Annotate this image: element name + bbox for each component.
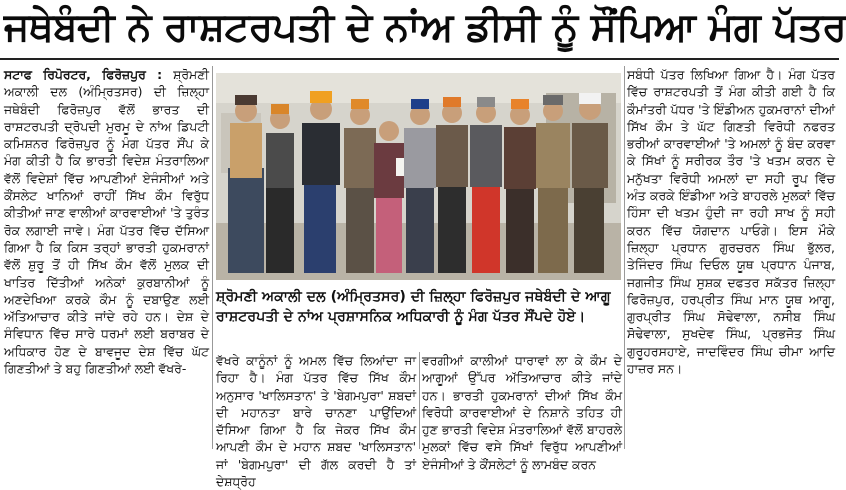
photo-caption: ਸ਼੍ਰੋਮਣੀ ਅਕਾਲੀ ਦਲ (ਅੰਮ੍ਰਿਤਸਰ) ਦੀ ਜ਼ਿਲ੍ਹਾ ਫਿਰੋਜ਼ਪੁਰ ਜਥੇਬੰਦੀ ਦੇ ਆਗੂ ਰਾਸ਼ਟਰਪਤੀ ਦੇ ਨਾਂਅ ਪ੍ਰਸ਼ਾਸਨਿਕ ਅਧਿਕਾਰੀ ਨੂੰ ਮੰਗ ਪੱਤਰ ਸੌਂਪਦੇ ਹੋਏ।: [216, 289, 611, 325]
group-photo-illustration: [216, 73, 621, 280]
article-text: ਵੱਖਰੇ ਕਾਨੂੰਨਾਂ ਨੂੰ ਅਮਲ ਵਿੱਚ ਲਿਆਂਦਾ ਜਾ ਰਿਹਾ ਹੈ। ਮੰਗ ਪੱਤਰ ਵਿੱਚ ਸਿੱਖ ਕੌਮ ਅਨੁਸਾਰ 'ਖਾਲਿਸਤਾਨ' ਤੇ 'ਬੇਗਮਪੁਰਾ' ਸ਼ਬਦਾਂ ਦੀ ਮਹਾਨਤਾ ਬਾਰੇ ਚਾਨਣਾ ਪਾਉਂਦਿਆਂ ਦੱਸਿਆ ਗਿਆ ਹੈ ਕਿ ਜੇਕਰ ਸਿੱਖ ਕੌਮ ਆਪਣੀ ਕੌਮ ਦੇ ਮਹਾਨ ਸ਼ਬਦ 'ਖਾਲਿਸਤਾਨ' ਜਾਂ 'ਬੇਗਮਪੁਰਾ' ਦੀ ਗੱਲ ਕਰਦੀ ਹੈ ਤਾਂ ਦੇਸ਼ਧ੍ਰੋਹ: [216, 353, 416, 490]
article-text: ਸਬੰਧੀ ਪੱਤਰ ਲਿਖਿਆ ਗਿਆ ਹੈ। ਮੰਗ ਪੱਤਰ ਵਿੱਚ ਰਾਸ਼ਟਰਪਤੀ ਤੋਂ ਮੰਗ ਕੀਤੀ ਗਈ ਹੈ ਕਿ ਕੌਮਾਂਤਰੀ ਪੱਧਰ 'ਤੇ ਇੰਡੀਅਨ ਹੁਕਮਰਾਨਾਂ ਦੀਆਂ ਸਿੱਖ ਕੌਮ ਤੇ ਘੱਟ ਗਿਣਤੀ ਵਿਰੋਧੀ ਨਫਰਤ ਭਰੀਆਂ ਕਾਰਵਾਈਆਂ 'ਤੇ ਅਮਲਾਂ ਨੂੰ ਬੰਦ ਕਰਵਾ ਕੇ ਸਿੱਖਾਂ ਨੂੰ ਸਰੀਰਕ ਤੌਰ 'ਤੇ ਖਤਮ ਕਰਨ ਦੇ ਮਨੁੱਖਤਾ ਵਿਰੋਧੀ ਅਮਲਾਂ ਦਾ ਸਹੀ ਰੂਪ ਵਿੱਚ ਅੰਤ ਕਰਕੇ ਇੰਡੀਆ ਅਤੇ ਬਾਹਰਲੇ ਮੁਲਕਾਂ ਵਿੱਚ ਹਿੰਸਾ ਦੀ ਖਤਮ ਹੁੰਦੀ ਜਾ ਰਹੀ ਸਾਖ ਨੂੰ ਸਹੀ ਕਰਨ ਵਿੱਚ ਯੋਗਦਾਨ ਪਾਓਗੇ। ਇਸ ਮੌਕੇ ਜ਼ਿਲ੍ਹਾ ਪ੍ਰਧਾਨ ਗੁਰਚਰਨ ਸਿੰਘ ਭੁੱਲਰ, ਤੇਜਿੰਦਰ ਸਿੰਘ ਦਿਓਲ ਯੂਥ ਪ੍ਰਧਾਨ ਪੰਜਾਬ, ਜਗਜੀਤ ਸਿੰਘ ਸੁਸ਼ਕ ਦਫਤਰ ਸਕੱਤਰ ਜ਼ਿਲ੍ਹਾ ਫਿਰੋਜ਼ਪੁਰ, ਹਰਪ੍ਰੀਤ ਸਿੰਘ ਮਾਨ ਯੂਥ ਆਗੂ, ਗੁਰਪ੍ਰੀਤ ਸਿੰਘ ਸੋਢੇਵਾਲਾ, ਨਸੀਬ ਸਿੰਘ ਸੋਢੇਵਾਲਾ, ਸੁਖਦੇਵ ਸਿੰਘ, ਪ੍ਰਭਜੋਤ ਸਿੰਘ ਗੁਰੂਹਰਸਹਾਏ, ਜਾਦਵਿੰਦਰ ਸਿੰਘ ਚੀਮਾ ਆਦਿ ਹਾਜ਼ਰ ਸਨ।: [627, 67, 835, 377]
article-text: ਸ਼੍ਰੋਮਣੀ ਅਕਾਲੀ ਦਲ (ਅੰਮ੍ਰਿਤਸਰ) ਦੀ ਜ਼ਿਲ੍ਹਾ ਜਥੇਬੰਦੀ ਫਿਰੋਜ਼ਪੁਰ ਵੱਲੋਂ ਭਾਰਤ ਦੀ ਰਾਸ਼ਟਰਪਤੀ ਦ੍ਰੋਪਦੀ ਮੁਰਮੂ ਦੇ ਨਾਂਅ ਡਿਪਟੀ ਕਮਿਸ਼ਨਰ ਫਿਰੋਜ਼ਪੁਰ ਨੂੰ ਮੰਗ ਪੱਤਰ ਸੌਂਪ ਕੇ ਮੰਗ ਕੀਤੀ ਹੈ ਕਿ ਭਾਰਤੀ ਵਿਦੇਸ਼ ਮੰਤਰਾਲਿਆ ਵੱਲੋਂ ਵਿਦੇਸ਼ਾਂ ਵਿੱਚ ਆਪਣੀਆਂ ਏਜੰਸੀਆਂ ਅਤੇ ਕੌਂਸਲੇਟ ਖਾਨਿਆਂ ਰਾਹੀਂ ਸਿੱਖ ਕੌਮ ਵਿਰੁੱਧ ਕੀਤੀਆਂ ਜਾਣ ਵਾਲੀਆਂ ਕਾਰਵਾਈਆਂ 'ਤੇ ਤੁਰੰਤ ਰੋਕ ਲਗਾਈ ਜਾਵੇ। ਮੰਗ ਪੱਤਰ ਵਿੱਚ ਦੱਸਿਆ ਗਿਆ ਹੈ ਕਿ ਕਿਸ ਤਰ੍ਹਾਂ ਭਾਰਤੀ ਹੁਕਮਰਾਨਾਂ ਵੱਲੋਂ ਸ਼ੁਰੂ ਤੋਂ ਹੀ ਸਿੱਖ ਕੌਮ ਵੱਲੋਂ ਮੁਲਕ ਦੀ ਖਾਤਿਰ ਦਿੱਤੀਆਂ ਅਨੇਕਾਂ ਕੁਰਬਾਨੀਆਂ ਨੂੰ ਅਣਦੇਖਿਆ ਕਰਕੇ ਕੌਮ ਨੂੰ ਦਬਾਉਣ ਲਈ ਅੱਤਿਆਚਾਰ ਕੀਤੇ ਜਾਂਦੇ ਰਹੇ ਹਨ। ਦੇਸ਼ ਦੇ ਸੰਵਿਧਾਨ ਵਿੱਚ ਸਾਰੇ ਧਰਮਾਂ ਲਈ ਬਰਾਬਰ ਦੇ ਅਧਿਕਾਰ ਹੋਣ ਦੇ ਬਾਵਜੂਦ ਦੇਸ਼ ਵਿੱਚ ਘੱਟ ਗਿਣਤੀਆਂ ਤੇ ਬਹੁ ਗਿਣਤੀਆਂ ਲਈ ਵੱਖਰੇ-: [4, 67, 209, 377]
column-divider: [212, 66, 213, 449]
column-divider: [419, 352, 420, 449]
article-column-1: [4, 66, 209, 449]
article-column-4: [627, 66, 835, 449]
article-text: ਵਰਗੀਆਂ ਕਾਲੀਆਂ ਧਾਰਾਵਾਂ ਲਾ ਕੇ ਕੌਮ ਦੇ ਆਗੂਆਂ ਉੱਪਰ ਅੱਤਿਆਚਾਰ ਕੀਤੇ ਜਾਂਦੇ ਹਨ। ਭਾਰਤੀ ਹੁਕਮਰਾਨਾਂ ਦੀਆਂ ਸਿੱਖ ਕੌਮ ਵਿਰੋਧੀ ਕਾਰਵਾਈਆਂ ਦੇ ਨਿਸ਼ਾਨੇ ਤਹਿਤ ਹੀ ਹੁਣ ਭਾਰਤੀ ਵਿਦੇਸ਼ ਮੰਤਰਾਲਿਆਂ ਵੱਲੋਂ ਬਾਹਰਲੇ ਮੁਲਕਾਂ ਵਿੱਚ ਵਸੇ ਸਿੱਖਾਂ ਵਿਰੁੱਧ ਆਪਣੀਆਂ ਏਜੰਸੀਆਂ ਤੇ ਕੌਂਸਲੇਟਾਂ ਨੂੰ ਲਾਮਬੰਦ ਕਰਨ: [422, 353, 622, 472]
article-column-3: [422, 352, 622, 472]
headline: ਜਥੇਬੰਦੀ ਨੇ ਰਾਸ਼ਟਰਪਤੀ ਦੇ ਨਾਂਅ ਡੀਸੀ ਨੂੰ ਸੌਂਪਿਆ ਮੰਗ ਪੱਤਰ: [4, 5, 846, 50]
news-photo: [216, 73, 621, 280]
byline: ਸਟਾਫ ਰਿਪੋਰਟਰ, ਫਿਰੋਜ਼ਪੁਰ :: [4, 67, 163, 82]
headline-rule: [0, 58, 839, 60]
column-divider: [624, 66, 625, 449]
article-column-2: [216, 352, 416, 490]
